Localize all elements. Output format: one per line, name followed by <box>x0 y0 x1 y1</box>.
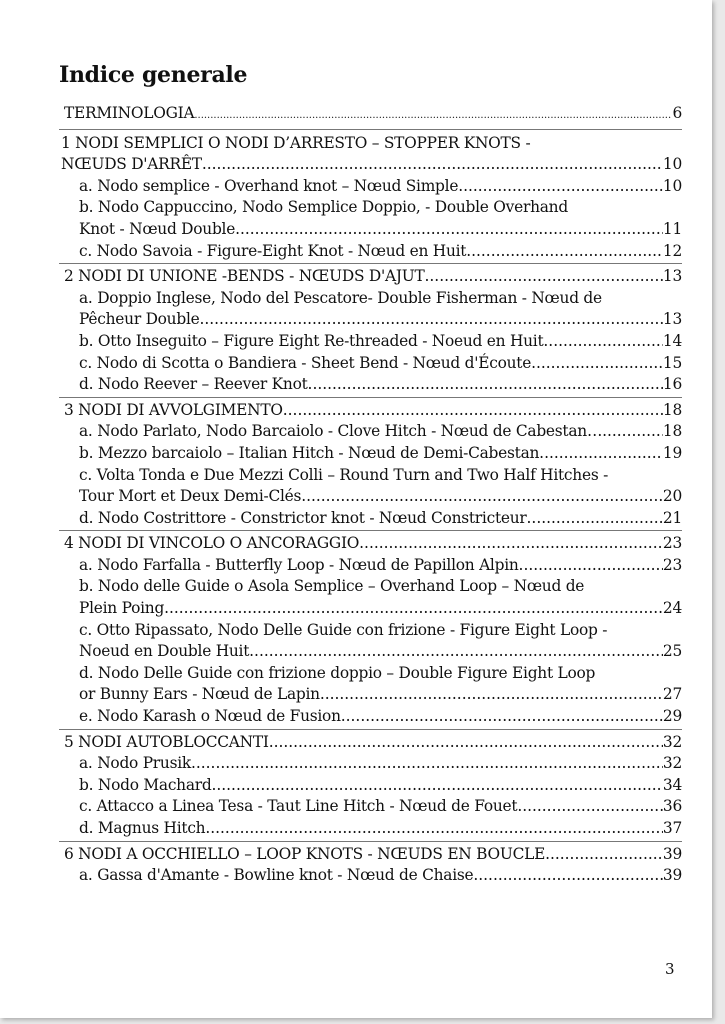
toc-subentry[interactable] <box>59 818 682 840</box>
dot-leader <box>531 353 663 375</box>
toc-subentry[interactable] <box>59 576 682 619</box>
toc-subentry[interactable] <box>59 331 682 353</box>
toc-subentry[interactable] <box>59 421 682 443</box>
dot-leader <box>602 421 663 443</box>
toc-subentry[interactable] <box>59 353 682 375</box>
toc-subentry[interactable] <box>59 288 682 331</box>
toc-subentry[interactable] <box>59 241 682 263</box>
dot-leader <box>283 400 663 422</box>
toc-chapter-entry[interactable] <box>59 533 682 555</box>
toc-page-number: 12 <box>662 241 682 260</box>
toc-chapter-group <box>59 133 682 265</box>
toc-subentry[interactable] <box>59 706 682 728</box>
toc-page-number: 10 <box>662 176 682 195</box>
toc-page-number: 21 <box>662 508 682 527</box>
toc-chapter-entry[interactable] <box>59 266 682 288</box>
dot-leader <box>211 775 662 797</box>
toc-page-number: 10 <box>662 155 682 174</box>
toc-page-number: 25 <box>662 642 682 661</box>
toc-entry-text: a. Gassa d'Amante - Bowline knot - Nœud de Chaise <box>79 866 474 885</box>
toc-entry-text: Knot - Nœud Double <box>79 219 236 238</box>
toc-chapter-entry[interactable] <box>59 133 682 176</box>
toc-entry-text: d. Nodo Reever – Reever Knot <box>79 375 308 394</box>
toc-chapter-group <box>59 400 682 532</box>
toc-subentry[interactable] <box>59 620 682 663</box>
dot-leader <box>202 154 663 176</box>
dot-leader <box>191 753 663 775</box>
dot-leader <box>458 176 663 198</box>
toc-page-number: 6 <box>672 104 682 122</box>
dot-leader <box>249 641 663 663</box>
toc-chapter-entry[interactable] <box>59 400 682 422</box>
toc-page-number: 29 <box>662 707 682 726</box>
toc-entry-text: Plein Poing <box>79 599 165 618</box>
toc-chapter-entry[interactable] <box>59 732 682 754</box>
toc-entry-text: b. Mezzo barcaiolo – Italian Hitch - Nœud de Demi-Cabestan <box>79 443 540 462</box>
dot-leader <box>527 508 663 530</box>
toc-page-number: 11 <box>662 219 682 238</box>
toc-entry-text: d. Nodo Costrittore - Constrictor knot - Nœud Constricteur <box>79 508 527 527</box>
toc-page-number: 24 <box>662 599 682 618</box>
dot-leader <box>341 706 663 728</box>
dot-leader <box>308 374 663 396</box>
toc-subentry[interactable] <box>59 865 682 887</box>
toc-entry-text: 3 NODI DI AVVOLGIMENTO <box>64 400 283 419</box>
toc-subentry[interactable] <box>59 176 682 198</box>
toc-page-number: 37 <box>662 819 682 837</box>
dot-leader <box>517 796 663 818</box>
toc-entry-text: TERMINOLOGIA <box>64 104 195 122</box>
toc-page-number: 20 <box>662 487 682 506</box>
toc-subentry[interactable] <box>59 663 682 706</box>
toc-entry-text: d. Magnus Hitch <box>79 819 206 837</box>
page-number: 3 <box>665 960 675 978</box>
toc-page-number: 23 <box>662 555 682 574</box>
dot-leader <box>235 219 663 241</box>
toc-page-number: 39 <box>662 866 682 885</box>
toc-entry-text: c. Attacco a Linea Tesa - Taut Line Hitch - Nœud de Fouet <box>79 797 518 816</box>
toc-page-number: 34 <box>662 775 682 794</box>
dot-leader <box>194 103 672 127</box>
toc-subentry[interactable] <box>59 508 682 530</box>
dot-leader <box>164 598 663 620</box>
toc-page-number: 19 <box>662 443 682 462</box>
dot-leader <box>545 844 663 866</box>
toc-subentry[interactable] <box>59 753 682 775</box>
dot-leader <box>539 443 663 465</box>
toc-entry-text: 4 NODI DI VINCOLO O ANCORAGGIO <box>64 534 360 553</box>
toc-entry-text: a. Nodo Farfalla - Butterfly Loop - Nœud de Papillon Alpin <box>79 555 519 574</box>
toc-entry-text-line: c. Volta Tonda e Due Mezzi Colli – Round Turn and Two Half Hitches - <box>79 465 609 484</box>
toc-page-number: 32 <box>662 732 682 751</box>
toc-entry-text-line: 1 NODI SEMPLICI O NODI D’ARRESTO – STOPPER KNOTS - <box>61 133 531 152</box>
toc-entry-text: NŒUDS D'ARRÊT <box>61 155 202 174</box>
toc-page-number: 13 <box>662 267 682 286</box>
toc-page-number: 36 <box>662 797 682 816</box>
toc-entry-text: a. Nodo Parlato, Nodo Barcaiolo - Clove Hitch - Nœud de Cabestan… <box>79 422 603 441</box>
toc-page-number: 13 <box>662 310 682 329</box>
dot-leader <box>205 818 663 840</box>
toc-page-number: 23 <box>662 534 682 553</box>
toc-page-number: 27 <box>662 685 682 704</box>
toc-entry-text: or Bunny Ears - Nœud de Lapin <box>79 685 320 704</box>
toc-entry-text-line: d. Nodo Delle Guide con frizione doppio – Double Figure Eight Loop <box>79 663 596 682</box>
toc-entry-text: Noeud en Double Huit <box>79 642 250 661</box>
toc-page-number: 15 <box>662 353 682 372</box>
toc-entry-text: a. Nodo Prusik <box>79 754 191 773</box>
toc-chapter-group <box>59 266 682 398</box>
toc-subentry[interactable] <box>59 796 682 818</box>
toc-page-number: 16 <box>662 375 682 394</box>
table-of-contents <box>59 103 682 890</box>
toc-page-number: 32 <box>662 754 682 773</box>
toc-entry-text: 6 NODI A OCCHIELLO – LOOP KNOTS - NŒUDS EN BOUCLE <box>64 844 546 863</box>
dot-leader <box>425 266 663 288</box>
toc-subentry[interactable] <box>59 197 682 240</box>
toc-subentry[interactable] <box>59 443 682 465</box>
dot-leader <box>519 555 663 577</box>
page-title: Indice generale <box>59 62 248 88</box>
toc-entry-terminology[interactable] <box>59 103 682 130</box>
toc-chapter-entry[interactable] <box>59 844 682 866</box>
toc-entry-text: c. Nodo di Scotta o Bandiera - Sheet Bend - Nœud d'Écoute <box>79 353 532 372</box>
dot-leader <box>466 241 663 263</box>
toc-entry-text: c. Nodo Savoia - Figure-Eight Knot - Nœud en Huit <box>79 241 467 260</box>
toc-chapter-group <box>59 533 682 729</box>
toc-entry-text-line: b. Nodo delle Guide o Asola Semplice – Overhand Loop – Nœud de <box>79 577 585 596</box>
toc-entry-text: e. Nodo Karash o Nœud de Fusion <box>79 707 341 726</box>
toc-page-number: 18 <box>662 400 682 419</box>
toc-entry-text: 2 NODI DI UNIONE -BENDS - NŒUDS D'AJUT <box>64 267 425 286</box>
toc-page-number: 18 <box>662 422 682 441</box>
toc-chapter-group <box>59 844 682 888</box>
dot-leader <box>199 309 662 331</box>
toc-entry-text-line: a. Doppio Inglese, Nodo del Pescatore- Double Fisherman - Nœud de <box>79 288 602 307</box>
dot-leader <box>320 684 663 706</box>
toc-entry-text: b. Nodo Machard <box>79 775 212 794</box>
toc-subentry[interactable] <box>59 374 682 396</box>
toc-entry-text: a. Nodo semplice - Overhand knot – Nœud Simple <box>79 176 459 195</box>
dot-leader <box>269 732 663 754</box>
dot-leader <box>473 865 663 887</box>
toc-subentry[interactable] <box>59 775 682 797</box>
toc-entry-text-line: b. Nodo Cappuccino, Nodo Semplice Doppio, - Double Overhand <box>79 198 568 217</box>
toc-chapter-group <box>59 732 682 842</box>
toc-entry-text: b. Otto Inseguito – Figure Eight Re-threaded - Noeud en Huit <box>79 331 544 350</box>
toc-page-number: 14 <box>662 331 682 350</box>
dot-leader <box>359 533 663 555</box>
toc-subentry[interactable] <box>59 465 682 508</box>
toc-entry-text: 5 NODI AUTOBLOCCANTI <box>64 732 269 751</box>
dot-leader <box>543 331 663 353</box>
toc-entry-text-line: c. Otto Ripassato, Nodo Delle Guide con frizione - Figure Eight Loop - <box>79 620 608 639</box>
toc-entry-text: Tour Mort et Deux Demi-Clés <box>79 487 302 506</box>
toc-entry-text: Pêcheur Double <box>79 310 200 329</box>
toc-page-number: 39 <box>662 844 682 863</box>
dot-leader <box>301 486 663 508</box>
toc-subentry[interactable] <box>59 555 682 577</box>
